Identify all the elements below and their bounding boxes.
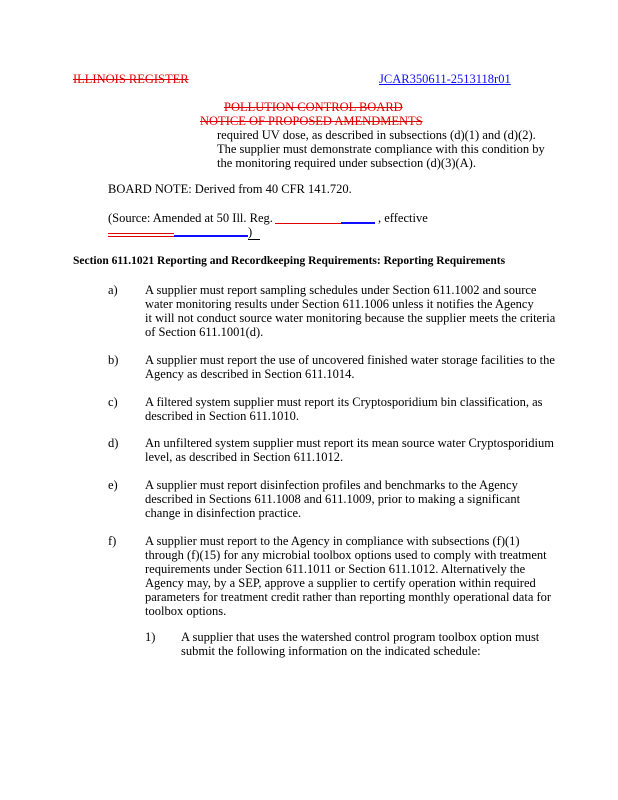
- blank-rule: [248, 239, 260, 240]
- blank-inserted-rule: [341, 222, 375, 224]
- item-line: described in Sections 611.1008 and 611.1009, prior to making a significant: [145, 492, 521, 506]
- item-line: parameters for treatment credit rather than reporting monthly operational data for: [145, 590, 552, 604]
- item-line: toolbox options.: [145, 604, 227, 618]
- notice-heading: NOTICE OF PROPOSED AMENDMENTS: [200, 114, 423, 128]
- board-note: BOARD NOTE: Derived from 40 CFR 141.720.: [108, 182, 352, 196]
- source-reg: 50 Ill. Reg.: [216, 211, 273, 225]
- item-line: An unfiltered system supplier must report its mean source water Cryptosporidium: [145, 436, 554, 450]
- source-close: ): [248, 225, 253, 239]
- subitem-line: submit the following information on the indicated schedule:: [181, 644, 481, 658]
- item-line: water monitoring results under Section 611.1006 unless it notifies the Agency: [145, 297, 534, 311]
- blank-deleted-rule: [108, 236, 174, 237]
- item-label: c): [108, 395, 118, 409]
- subitem-label: 1): [145, 630, 156, 644]
- item-line: A supplier must report the use of uncovered finished water storage facilities to the: [145, 353, 555, 367]
- source-prefix: (Source: Amended at: [108, 211, 217, 225]
- item-label: b): [108, 353, 119, 367]
- item-line: change in disinfection practice.: [145, 506, 302, 520]
- item-line: of Section 611.1001(d).: [145, 325, 264, 339]
- item-line: through (f)(15) for any microbial toolbox options used to comply with treatment: [145, 548, 547, 562]
- blank-inserted-rule: [174, 235, 248, 237]
- intro-line: required UV dose, as described in subsections (d)(1) and (d)(2).: [217, 128, 536, 142]
- item-line: Agency as described in Section 611.1014.: [145, 367, 355, 381]
- section-heading: Section 611.1021 Reporting and Recordkeeping Requirements: Reporting Requirements: [73, 255, 506, 267]
- agency-heading: POLLUTION CONTROL BOARD: [224, 100, 403, 114]
- document-code: JCAR350611-2513118r01: [379, 72, 511, 86]
- item-label: e): [108, 478, 118, 492]
- item-line: A filtered system supplier must report its Cryptosporidium bin classification, as: [145, 395, 543, 409]
- item-line: requirements under Section 611.1011 or Section 611.1012. Alternatively the: [145, 562, 526, 576]
- item-label: f): [108, 534, 117, 548]
- item-line: Agency may, by a SEP, approve a supplier to certify operation within required: [145, 576, 536, 590]
- item-line: A supplier must report sampling schedules under Section 611.1002 and source: [145, 283, 537, 297]
- blank-deleted-rule: [108, 233, 174, 234]
- item-label: a): [108, 283, 118, 297]
- intro-line: The supplier must demonstrate compliance with this condition by: [217, 142, 545, 156]
- intro-line: the monitoring required under subsection (d)(3)(A).: [217, 156, 476, 170]
- blank-deleted-rule: [275, 223, 341, 224]
- item-line: level, as described in Section 611.1012.: [145, 450, 344, 464]
- item-line: A supplier must report to the Agency in compliance with subsections (f)(1): [145, 534, 520, 548]
- source-effective: , effective: [378, 211, 428, 225]
- item-line: A supplier must report disinfection profiles and benchmarks to the Agency: [145, 478, 518, 492]
- item-label: d): [108, 436, 119, 450]
- source-line: [108, 211, 273, 226]
- item-line: it will not conduct source water monitoring because the supplier meets the criteria: [145, 311, 556, 325]
- item-line: described in Section 611.1010.: [145, 409, 300, 423]
- register-header-left: ILLINOIS REGISTER: [73, 72, 189, 86]
- subitem-line: A supplier that uses the watershed control program toolbox option must: [181, 630, 540, 644]
